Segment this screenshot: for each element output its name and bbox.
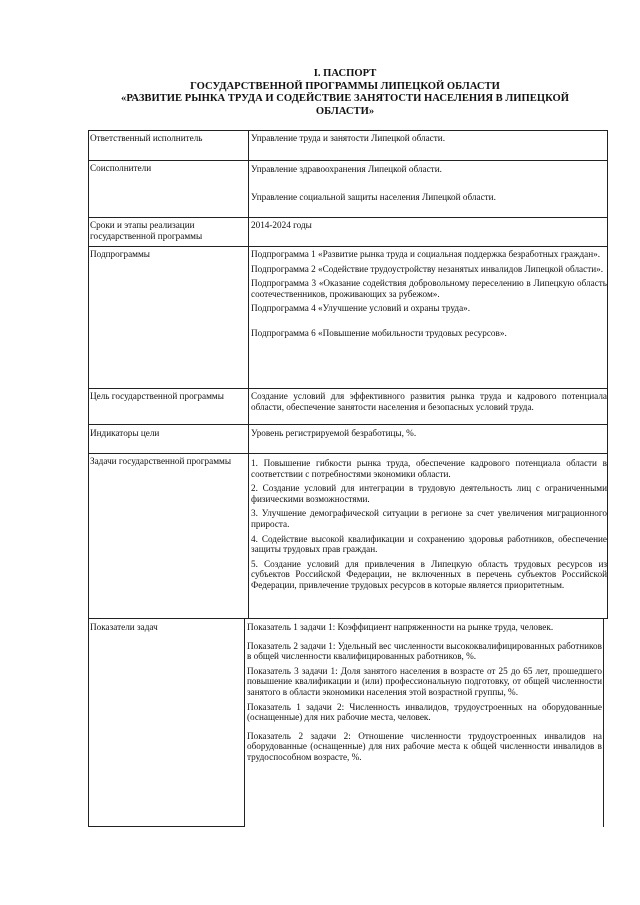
title-line-2: ГОСУДАРСТВЕННОЙ ПРОГРАММЫ ЛИПЕЦКОЙ ОБЛАСТИ — [190, 80, 500, 92]
task-indicator-3-1: Показатель 3 задачи 1: Доля занятого населения в возрасте от 25 до 65 лет, прошедшего повышение квалификации и (или) профессиональную подготовку, от общей численности занятого в области экономики населения этой возрастной группы, %. — [247, 665, 602, 697]
subprogram-4: Подпрограмма 4 «Улучшение условий и охраны труда». — [251, 303, 471, 314]
task-5: 5. Создание условий для привлечения в Липецкую область трудовых ресурсов из субъектов Российской Федерации, не включенных в перечень субъектов Российской Федерации, привлечение трудовых ресурсов в которые является приоритетным. — [251, 558, 607, 590]
task-1: 1. Повышение гибкости рынка труда, обеспечение кадрового потенциала области в соответствии с потребностями экономики области. — [251, 458, 607, 479]
row-tasks-value — [250, 457, 608, 596]
task-3: 3. Улучшение демографической ситуации в регионе за счет увеличения миграционного прироста. — [251, 508, 607, 529]
title-line-4: ОБЛАСТИ» — [315, 105, 375, 117]
task-4: 4. Содействие высокой квалификации и сохранению здоровья работников, обеспечение защиты трудовых прав граждан. — [251, 533, 607, 555]
task-2: 2. Создание условий для интеграции в трудовую деятельность лиц с ограниченными физическими возможностями. — [251, 483, 607, 504]
row-goal-value: Создание условий для эффективного развития рынка труда и кадрового потенциала области, обеспечение занятости населения и безопасных условий труда. — [251, 391, 607, 412]
row-indicators-label: Индикаторы цели — [90, 428, 160, 438]
task-indicator-1-1: Показатель 1 задачи 1: Коэффициент напряженности на рынке труда, человек. — [247, 622, 554, 632]
task-indicator-1-2: Показатель 1 задачи 2: Численность инвалидов, трудоустроенных на оборудованные (оснащенные) для них рабочие места, человек. — [247, 701, 602, 723]
row-task-indicators-label: Показатели задач — [90, 622, 158, 632]
row-responsible-value: Управление труда и занятости Липецкой области. — [251, 133, 445, 143]
subprogram-2: Подпрограмма 2 «Содействие трудоустройству незанятых инвалидов Липецкой области». — [251, 263, 604, 274]
row-subprograms-label: Подпрограммы — [90, 249, 150, 259]
row-subprograms-value — [250, 248, 608, 344]
row-responsible-label: Ответственный исполнитель — [90, 133, 203, 143]
row-terms-label: Сроки и этапы реализации государственной программы — [90, 220, 203, 241]
row-coexecutors-label: Соисполнители — [90, 163, 152, 173]
subprogram-3: Подпрограмма 3 «Оказание содействия добровольному переселению в Липецкую область соотечественников, проживающих за рубежом». — [251, 278, 607, 299]
row-terms-value: 2014-2024 годы — [251, 220, 312, 230]
coexecutor-2: Управление социальной защиты населения Липецкой области. — [251, 191, 496, 202]
title-line-1: I. ПАСПОРТ — [313, 68, 377, 79]
title-line-3: «РАЗВИТИЕ РЫНКА ТРУДА И СОДЕЙСТВИЕ ЗАНЯТОСТИ НАСЕЛЕНИЯ В ЛИПЕЦКОЙ — [121, 93, 569, 104]
row-goal-label: Цель государственной программы — [90, 391, 224, 401]
coexecutor-1: Управление здравоохранения Липецкой области. — [251, 164, 442, 174]
row-tasks-label: Задачи государственной программы — [90, 456, 232, 466]
subprogram-6: Подпрограмма 6 «Повышение мобильности трудовых ресурсов». — [251, 327, 507, 338]
task-indicator-2-1: Показатель 2 задачи 1: Удельный вес численности высококвалифицированных работников в общей численности квалифицированных работников, %. — [247, 640, 602, 662]
row-indicators-value: Уровень регистрируемой безработицы, %. — [251, 428, 417, 438]
passport-table — [88, 130, 608, 827]
subprogram-1: Подпрограмма 1 «Развитие рынка труда и социальная поддержка безработных граждан». — [251, 249, 601, 259]
row-task-indicators-value — [246, 621, 603, 768]
row-coexecutors-value — [250, 163, 608, 203]
document-title — [80, 68, 610, 118]
task-indicator-2-2: Показатель 2 задачи 2: Отношение численности трудоустроенных инвалидов на оборудованные (оснащенные) для них рабочие места к общей численности инвалидов в трудоспособном возрасте, %. — [247, 730, 602, 762]
